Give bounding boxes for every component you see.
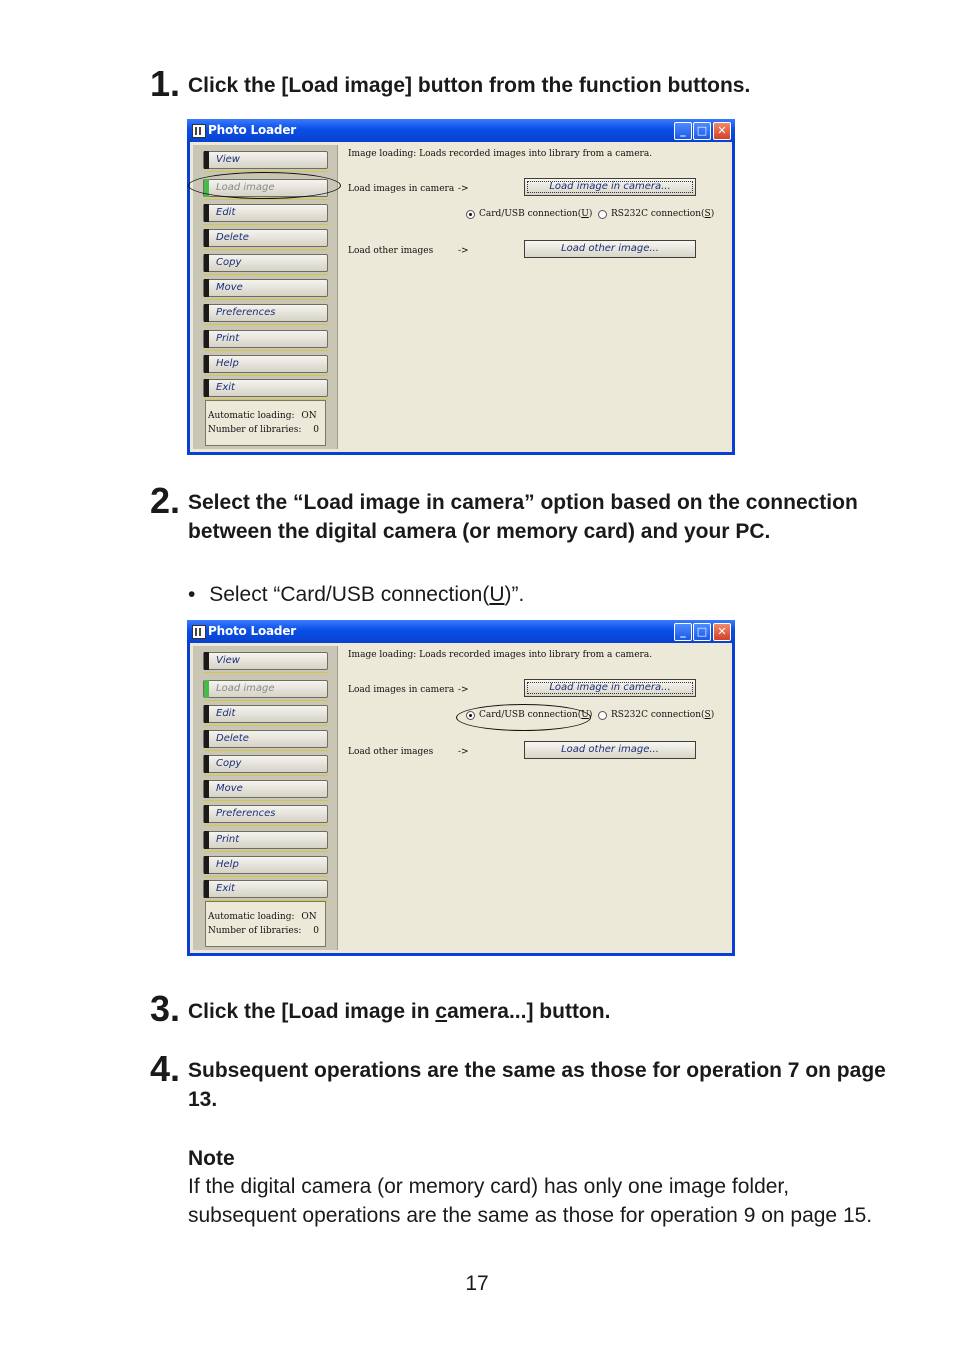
page-number: 17: [465, 1272, 489, 1295]
sidebar-button-print[interactable]: [203, 330, 328, 348]
sidebar-button-move[interactable]: [203, 279, 328, 297]
sidebar-button-edit[interactable]: [203, 204, 328, 222]
sidebar-button-label: Preferences: [216, 307, 276, 318]
note-title: Note: [188, 1147, 235, 1170]
sidebar-button-label: Exit: [216, 382, 235, 393]
load-image-in-camera-button[interactable]: Load image in camera...: [524, 178, 696, 196]
photo-loader-window-1: [187, 119, 735, 455]
sidebar-button-copy[interactable]: [203, 254, 328, 272]
step-2-text: Select the “Load image in camera” option based on the connection between the digital camera (or memory card) and your PC.: [188, 491, 858, 543]
rs232c-radio[interactable]: [598, 210, 607, 219]
sidebar-button-exit[interactable]: [203, 379, 328, 397]
sidebar-button-label: Copy: [216, 758, 242, 769]
step-2-bullet: • Select “Card/USB connection(U)”.: [188, 583, 525, 606]
sidebar-button-help[interactable]: [203, 856, 328, 874]
step-1-text: Click the [Load image] button from the function buttons.: [188, 74, 751, 97]
sidebar-button-delete[interactable]: [203, 229, 328, 247]
note-body: If the digital camera (or memory card) has only one image folder, subsequent operations are the same as those for operation 9 on page 15.: [188, 1175, 873, 1227]
sidebar-button-exit[interactable]: [203, 880, 328, 898]
window-client-area: [190, 643, 732, 953]
bullet-dot: •: [188, 583, 196, 606]
sidebar-button-move[interactable]: [203, 780, 328, 798]
arrow-text: ->: [458, 246, 469, 256]
status-panel: [205, 901, 326, 947]
highlight-ellipse: [188, 172, 341, 199]
load-camera-label: Load images in camera: [348, 184, 455, 194]
auto-loading-value: ON: [301, 411, 317, 421]
rs232c-radio[interactable]: [598, 711, 607, 720]
sidebar-button-label: Help: [216, 859, 239, 870]
app-icon: [192, 124, 206, 138]
libraries-label: Number of libraries:: [208, 926, 302, 936]
sidebar-button-help[interactable]: [203, 355, 328, 373]
sidebar-button-label: Print: [216, 333, 240, 344]
sidebar-button-preferences[interactable]: [203, 805, 328, 823]
rs232c-radio-label: RS232C connection(S): [611, 710, 715, 720]
arrow-text: ->: [458, 685, 469, 695]
arrow-text: ->: [458, 747, 469, 757]
step-1-number: 1.: [150, 63, 181, 104]
maximize-icon[interactable]: □: [693, 122, 711, 140]
minimize-icon[interactable]: _: [674, 623, 692, 641]
usb-radio[interactable]: [466, 210, 475, 219]
maximize-icon[interactable]: □: [693, 623, 711, 641]
sidebar-button-view[interactable]: [203, 151, 328, 169]
title-bar[interactable]: [187, 119, 735, 142]
sidebar-button-label: Delete: [216, 232, 249, 243]
load-other-label: Load other images: [348, 747, 434, 757]
sidebar-button-label: Move: [216, 783, 243, 794]
sidebar-button-label: Load image: [216, 182, 275, 193]
window-title: Photo Loader: [208, 624, 296, 638]
auto-loading-value: ON: [301, 912, 317, 922]
load-other-image-button[interactable]: Load other image...: [524, 741, 696, 759]
auto-loading-label: Automatic loading:: [208, 912, 295, 922]
photo-loader-window-2: [187, 620, 735, 956]
step-4-text: Subsequent operations are the same as those for operation 7 on page 13.: [188, 1059, 886, 1111]
minimize-icon[interactable]: _: [674, 122, 692, 140]
function-sidebar: [193, 646, 338, 950]
close-icon[interactable]: ✕: [713, 623, 731, 641]
sidebar-button-label: View: [216, 154, 240, 165]
load-image-in-camera-button[interactable]: Load image in camera...: [524, 679, 696, 697]
step-4-number: 4.: [150, 1048, 181, 1089]
sidebar-button-load-image[interactable]: [203, 680, 328, 698]
sidebar-button-label: Move: [216, 282, 243, 293]
sidebar-button-view[interactable]: [203, 652, 328, 670]
highlight-ellipse: [456, 704, 591, 731]
sidebar-button-label: Edit: [216, 708, 236, 719]
load-camera-label: Load images in camera: [348, 685, 455, 695]
step-3-text: Click the [Load image in camera...] button.: [188, 1000, 611, 1023]
step-3-number: 3.: [150, 988, 181, 1029]
libraries-label: Number of libraries:: [208, 425, 302, 435]
description-text: Image loading: Loads recorded images into library from a camera.: [348, 149, 653, 159]
libraries-value: 0: [313, 425, 319, 435]
app-icon: [192, 625, 206, 639]
sidebar-button-label: Preferences: [216, 808, 276, 819]
sidebar-button-label: Copy: [216, 257, 242, 268]
libraries-value: 0: [313, 926, 319, 936]
rs232c-radio-label: RS232C connection(S): [611, 209, 715, 219]
load-other-label: Load other images: [348, 246, 434, 256]
arrow-text: ->: [458, 184, 469, 194]
load-other-image-button[interactable]: Load other image...: [524, 240, 696, 258]
step-2-number: 2.: [150, 480, 181, 521]
window-title: Photo Loader: [208, 123, 296, 137]
sidebar-button-label: Edit: [216, 207, 236, 218]
sidebar-button-label: Exit: [216, 883, 235, 894]
sidebar-button-label: Load image: [216, 683, 275, 694]
sidebar-button-label: Print: [216, 834, 240, 845]
sidebar-button-print[interactable]: [203, 831, 328, 849]
title-bar[interactable]: [187, 620, 735, 643]
sidebar-button-copy[interactable]: [203, 755, 328, 773]
description-text: Image loading: Loads recorded images into library from a camera.: [348, 650, 653, 660]
status-panel: [205, 400, 326, 446]
usb-radio-label: Card/USB connection(U): [479, 710, 593, 720]
auto-loading-label: Automatic loading:: [208, 411, 295, 421]
sidebar-button-delete[interactable]: [203, 730, 328, 748]
sidebar-button-label: Delete: [216, 733, 249, 744]
close-icon[interactable]: ✕: [713, 122, 731, 140]
usb-radio-label: Card/USB connection(U): [479, 209, 593, 219]
sidebar-button-label: View: [216, 655, 240, 666]
sidebar-button-label: Help: [216, 358, 239, 369]
sidebar-button-edit[interactable]: [203, 705, 328, 723]
sidebar-button-preferences[interactable]: [203, 304, 328, 322]
